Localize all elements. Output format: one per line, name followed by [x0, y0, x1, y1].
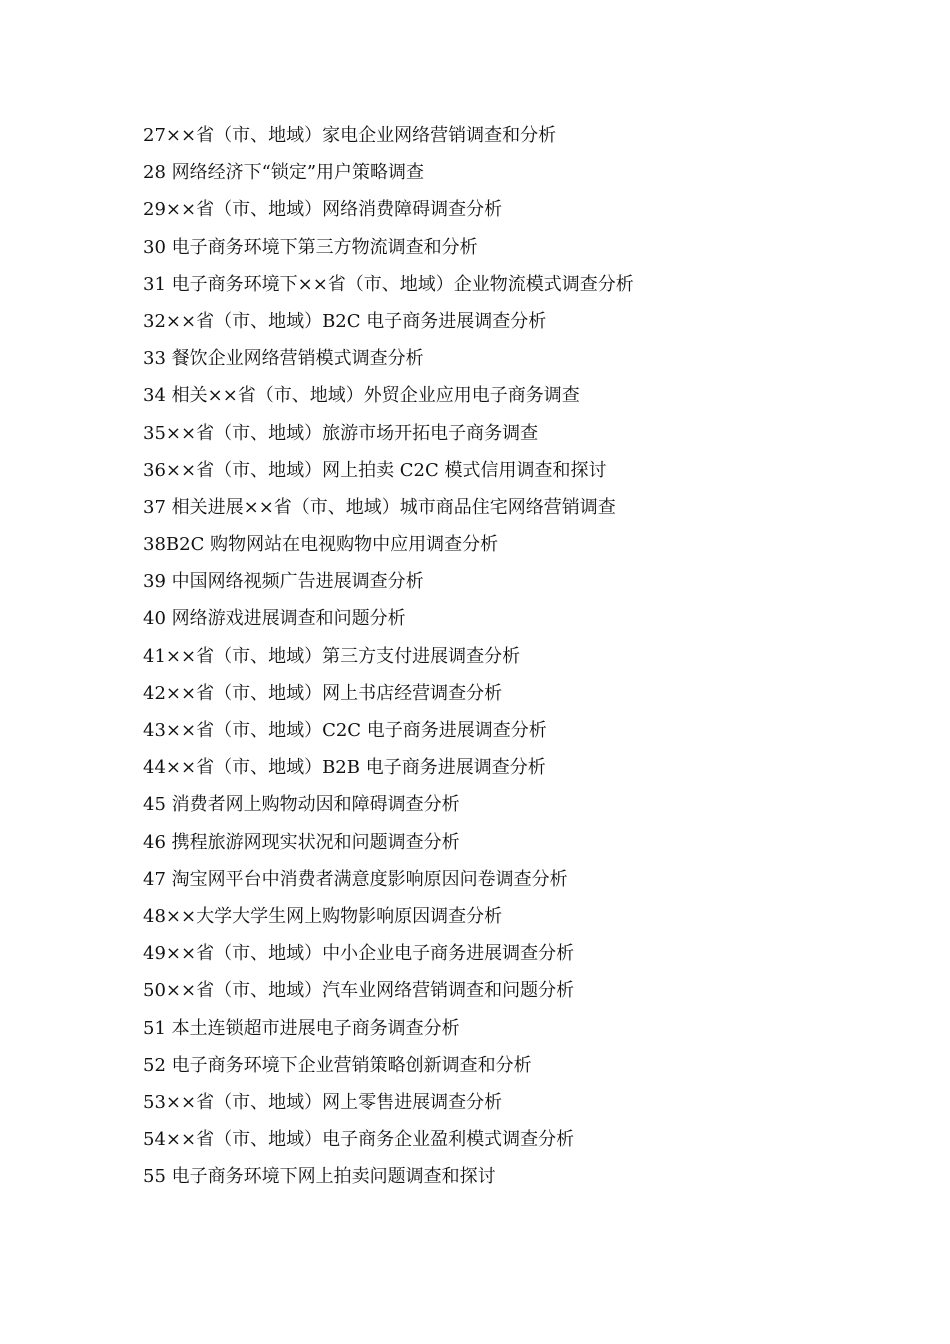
list-item: 49××省（市、地域）中小企业电子商务进展调查分析 [143, 943, 575, 965]
list-item: 30 电子商务环境下第三方物流调查和分析 [143, 236, 478, 258]
list-item: 46 携程旅游网现实状况和问题调查分析 [143, 831, 460, 853]
list-item: 29××省（市、地域）网络消费障碍调查分析 [143, 199, 503, 221]
list-item: 45 消费者网上购物动因和障碍调查分析 [143, 794, 460, 816]
list-item: 33 餐饮企业网络营销模式调查分析 [143, 348, 424, 370]
list-item: 42××省（市、地域）网上书店经营调查分析 [143, 682, 503, 704]
list-item: 32××省（市、地域）B2C 电子商务进展调查分析 [143, 310, 547, 332]
list-item: 47 淘宝网平台中消费者满意度影响原因问卷调查分析 [143, 868, 568, 890]
list-item: 41××省（市、地域）第三方支付进展调查分析 [143, 645, 521, 667]
list-item: 44××省（市、地域）B2B 电子商务进展调查分析 [143, 757, 546, 779]
list-item: 37 相关进展××省（市、地域）城市商品住宅网络营销调查 [143, 496, 616, 518]
list-item: 38B2C 购物网站在电视购物中应用调查分析 [143, 534, 499, 556]
list-item: 27××省（市、地域）家电企业网络营销调查和分析 [143, 125, 557, 146]
list-item: 48××大学大学生网上购物影响原因调查分析 [143, 905, 503, 927]
list-item: 31 电子商务环境下××省（市、地域）企业物流模式调查分析 [143, 273, 634, 295]
topic-list [143, 117, 863, 1195]
list-item: 43××省（市、地域）C2C 电子商务进展调查分析 [143, 720, 547, 741]
list-item: 36××省（市、地域）网上拍卖 C2C 模式信用调查和探讨 [143, 459, 607, 481]
list-item: 39 中国网络视频广告进展调查分析 [143, 571, 424, 593]
list-item: 51 本土连锁超市进展电子商务调查分析 [143, 1017, 460, 1039]
list-item: 53××省（市、地域）网上零售进展调查分析 [143, 1091, 503, 1113]
list-item: 54××省（市、地域）电子商务企业盈利模式调查分析 [143, 1129, 575, 1151]
list-item: 50××省（市、地域）汽车业网络营销调查和问题分析 [143, 980, 575, 1002]
list-item: 40 网络游戏进展调查和问题分析 [143, 608, 406, 630]
list-item: 52 电子商务环境下企业营销策略创新调查和分析 [143, 1054, 532, 1076]
list-item: 55 电子商务环境下网上拍卖问题调查和探讨 [143, 1166, 496, 1188]
list-item: 35××省（市、地域）旅游市场开拓电子商务调查 [143, 422, 539, 444]
list-item: 34 相关××省（市、地域）外贸企业应用电子商务调查 [143, 385, 580, 407]
list-item: 28 网络经济下“锁定”用户策略调查 [143, 162, 425, 184]
